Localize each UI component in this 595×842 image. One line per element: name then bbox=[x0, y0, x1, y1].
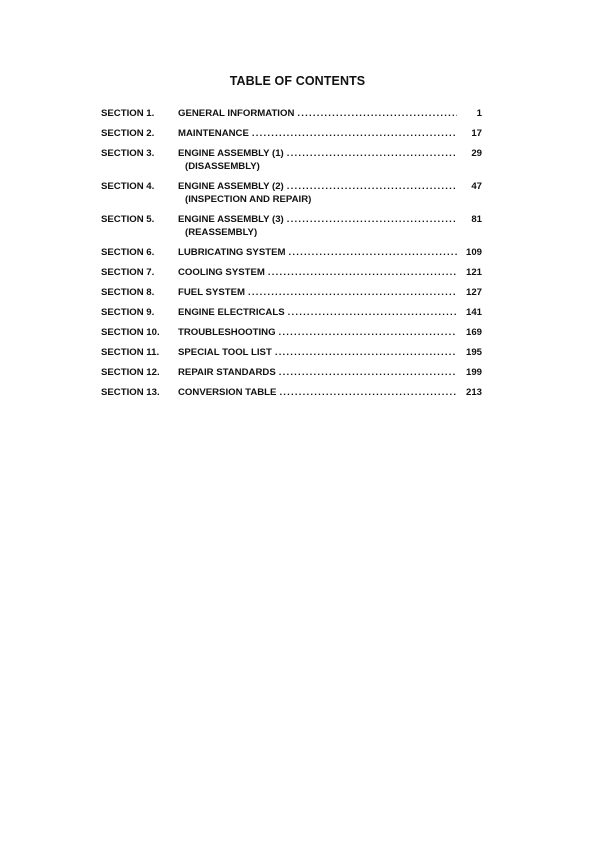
section-page-number: 29 bbox=[471, 148, 482, 159]
section-page-number: 1 bbox=[476, 108, 482, 119]
dot-leader bbox=[275, 346, 457, 359]
section-line bbox=[178, 147, 482, 160]
section-title: FUEL SYSTEM bbox=[178, 287, 245, 298]
section-number: SECTION 4. bbox=[101, 181, 155, 192]
section-number: SECTION 5. bbox=[101, 214, 155, 225]
section-body bbox=[178, 306, 482, 319]
section-title: GENERAL INFORMATION bbox=[178, 108, 295, 119]
toc-entry[interactable] bbox=[101, 107, 482, 120]
toc-entry[interactable] bbox=[101, 127, 482, 140]
section-title: REPAIR STANDARDS bbox=[178, 367, 276, 378]
section-body bbox=[178, 266, 482, 279]
dot-leader bbox=[287, 213, 457, 226]
section-body bbox=[178, 326, 482, 339]
section-body bbox=[178, 286, 482, 299]
section-number: SECTION 6. bbox=[101, 247, 155, 258]
toc-entry[interactable] bbox=[101, 306, 482, 319]
section-line bbox=[178, 366, 482, 379]
section-subtitle: (DISASSEMBLY) bbox=[185, 161, 260, 172]
dot-leader bbox=[279, 366, 457, 379]
section-title: TROUBLESHOOTING bbox=[178, 327, 276, 338]
section-line bbox=[178, 213, 482, 226]
section-body bbox=[178, 147, 482, 173]
section-line bbox=[178, 346, 482, 359]
section-title: ENGINE ASSEMBLY (1) bbox=[178, 148, 284, 159]
toc-entry[interactable] bbox=[101, 346, 482, 359]
section-number: SECTION 11. bbox=[101, 347, 160, 358]
section-body bbox=[178, 366, 482, 379]
toc-entry[interactable] bbox=[101, 266, 482, 279]
section-page-number: 17 bbox=[471, 128, 482, 139]
section-number: SECTION 9. bbox=[101, 307, 155, 318]
section-title: ENGINE ASSEMBLY (2) bbox=[178, 181, 284, 192]
dot-leader bbox=[287, 180, 457, 193]
toc-entry[interactable] bbox=[101, 386, 482, 399]
section-number: SECTION 1. bbox=[101, 108, 155, 119]
section-title: COOLING SYSTEM bbox=[178, 267, 265, 278]
section-subtitle: (REASSEMBLY) bbox=[185, 227, 258, 238]
section-line bbox=[178, 180, 482, 193]
dot-leader bbox=[279, 386, 457, 399]
section-line bbox=[178, 326, 482, 339]
section-page-number: 195 bbox=[465, 347, 482, 358]
section-page-number: 169 bbox=[465, 327, 482, 338]
section-body bbox=[178, 180, 482, 206]
section-number: SECTION 12. bbox=[101, 367, 160, 378]
section-page-number: 81 bbox=[471, 214, 482, 225]
section-line bbox=[178, 107, 482, 120]
section-line bbox=[178, 246, 482, 259]
section-page-number: 127 bbox=[465, 287, 482, 298]
section-title: CONVERSION TABLE bbox=[178, 387, 277, 398]
section-number: SECTION 10. bbox=[101, 327, 160, 338]
section-page-number: 141 bbox=[465, 307, 482, 318]
toc-entry[interactable] bbox=[101, 326, 482, 339]
section-page-number: 199 bbox=[465, 367, 482, 378]
section-title: MAINTENANCE bbox=[178, 128, 249, 139]
section-number: SECTION 2. bbox=[101, 128, 155, 139]
dot-leader bbox=[297, 107, 457, 120]
section-page-number: 109 bbox=[465, 247, 482, 258]
section-line bbox=[178, 306, 482, 319]
toc-entry[interactable] bbox=[101, 366, 482, 379]
dot-leader bbox=[248, 286, 457, 299]
section-page-number: 121 bbox=[465, 267, 482, 278]
section-title: SPECIAL TOOL LIST bbox=[178, 347, 272, 358]
section-number: SECTION 3. bbox=[101, 148, 155, 159]
dot-leader bbox=[288, 306, 457, 319]
section-body bbox=[178, 386, 482, 399]
page-title: TABLE OF CONTENTS bbox=[229, 74, 366, 88]
toc-entry[interactable] bbox=[101, 286, 482, 299]
section-page-number: 47 bbox=[471, 181, 482, 192]
section-body bbox=[178, 246, 482, 259]
toc-entry[interactable] bbox=[101, 180, 482, 206]
toc-entry[interactable] bbox=[101, 213, 482, 239]
section-number: SECTION 7. bbox=[101, 267, 155, 278]
dot-leader bbox=[279, 326, 457, 339]
section-page-number: 213 bbox=[465, 387, 482, 398]
section-line bbox=[178, 127, 482, 140]
section-body bbox=[178, 127, 482, 140]
toc-entry[interactable] bbox=[101, 246, 482, 259]
dot-leader bbox=[252, 127, 457, 140]
toc-entry[interactable] bbox=[101, 147, 482, 173]
dot-leader bbox=[268, 266, 457, 279]
section-body bbox=[178, 213, 482, 239]
section-title: ENGINE ELECTRICALS bbox=[178, 307, 285, 318]
table-of-contents bbox=[101, 107, 482, 406]
section-title: LUBRICATING SYSTEM bbox=[178, 247, 286, 258]
section-number: SECTION 8. bbox=[101, 287, 155, 298]
dot-leader bbox=[287, 147, 457, 160]
section-subtitle: (INSPECTION AND REPAIR) bbox=[185, 194, 312, 205]
dot-leader bbox=[288, 246, 457, 259]
section-line bbox=[178, 386, 482, 399]
section-line bbox=[178, 286, 482, 299]
section-title: ENGINE ASSEMBLY (3) bbox=[178, 214, 284, 225]
section-body bbox=[178, 346, 482, 359]
section-number: SECTION 13. bbox=[101, 387, 160, 398]
section-body bbox=[178, 107, 482, 120]
section-line bbox=[178, 266, 482, 279]
